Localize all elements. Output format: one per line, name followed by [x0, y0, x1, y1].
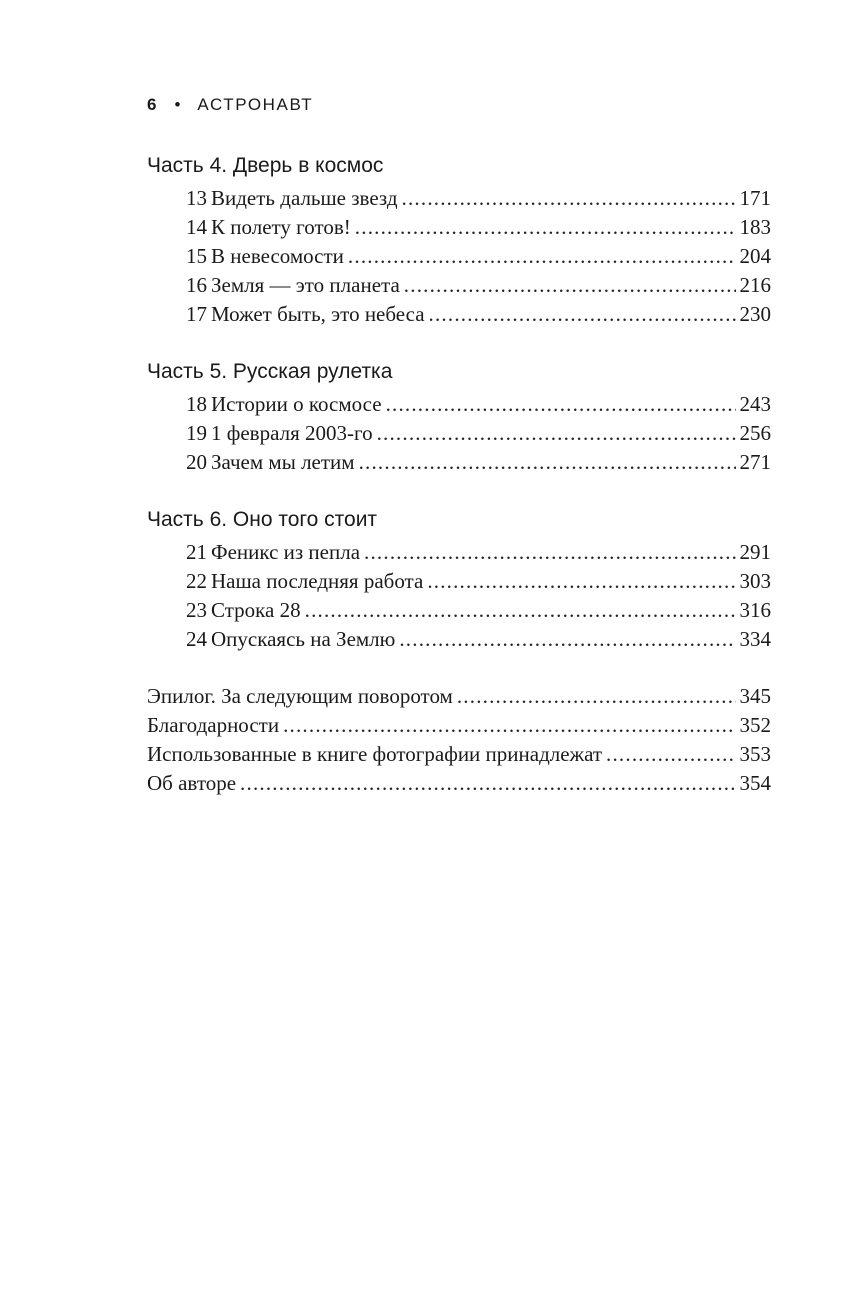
chapter-page: 291: [739, 540, 771, 564]
dot-leader: [240, 769, 735, 798]
chapter-page: 230: [739, 302, 771, 326]
chapter-title: В невесомости: [211, 244, 344, 268]
chapter-number: 19: [186, 421, 207, 445]
chapter-title: Строка 28: [211, 598, 301, 622]
chapter-page: 316: [739, 598, 771, 622]
toc-entry[interactable]: [147, 625, 771, 654]
chapter-number: 15: [186, 244, 207, 268]
chapter-title: Земля — это планета: [211, 273, 400, 297]
chapter-page: 243: [739, 392, 771, 416]
toc-entry[interactable]: [147, 390, 771, 419]
chapter-number: 17: [186, 302, 207, 326]
dot-leader: [355, 213, 736, 242]
dot-leader: [427, 567, 735, 596]
running-head: [147, 93, 313, 117]
toc-entry[interactable]: [147, 711, 771, 740]
dot-leader: [399, 625, 735, 654]
toc-entry[interactable]: [147, 596, 771, 625]
toc-entry[interactable]: [147, 242, 771, 271]
bullet-separator: •: [174, 95, 181, 114]
toc-part-5: [147, 357, 771, 477]
dot-leader: [404, 271, 736, 300]
toc-entry[interactable]: [147, 213, 771, 242]
page-number: 6: [147, 95, 157, 114]
dot-leader: [348, 242, 736, 271]
chapter-page: 204: [739, 244, 771, 268]
toc-entry[interactable]: [147, 682, 771, 711]
dot-leader: [305, 596, 736, 625]
entry-title: Об авторе: [147, 771, 237, 795]
dot-leader: [606, 740, 735, 769]
toc-entry[interactable]: [147, 419, 771, 448]
part-title: Часть 5. Русская рулетка: [147, 360, 393, 383]
entry-page: 352: [739, 713, 771, 737]
part-title: Часть 6. Оно того стоит: [147, 508, 378, 531]
dot-leader: [283, 711, 735, 740]
chapter-title: Опускаясь на Землю: [211, 627, 396, 651]
part-title: Часть 4. Дверь в космос: [147, 154, 384, 177]
toc-entry[interactable]: [147, 769, 771, 798]
chapter-title: Истории о космосе: [211, 392, 382, 416]
table-of-contents: [147, 151, 771, 798]
chapter-number: 24: [186, 627, 207, 651]
toc-entry[interactable]: [147, 740, 771, 769]
chapter-page: 216: [739, 273, 771, 297]
chapter-title: 1 февраля 2003-го: [211, 421, 373, 445]
chapter-number: 13: [186, 186, 207, 210]
toc-entry[interactable]: [147, 538, 771, 567]
entry-title: Благодарности: [147, 713, 280, 737]
dot-leader: [364, 538, 735, 567]
chapter-title: Феникс из пепла: [211, 540, 361, 564]
chapter-title: Зачем мы летим: [211, 450, 355, 474]
chapter-number: 16: [186, 273, 207, 297]
dot-leader: [377, 419, 736, 448]
chapter-number: 14: [186, 215, 207, 239]
entry-title: Использованные в книге фотографии принадлежат: [147, 742, 603, 766]
chapter-number: 21: [186, 540, 207, 564]
chapter-number: 22: [186, 569, 207, 593]
chapter-number: 18: [186, 392, 207, 416]
chapter-title: К полету готов!: [211, 215, 351, 239]
dot-leader: [457, 682, 736, 711]
entry-page: 353: [739, 742, 771, 766]
book-title: АСТРОНАВТ: [197, 95, 314, 114]
chapter-number: 20: [186, 450, 207, 474]
chapter-number: 23: [186, 598, 207, 622]
toc-entry[interactable]: [147, 300, 771, 329]
toc-part-4: [147, 151, 771, 329]
back-matter: [147, 682, 771, 798]
chapter-page: 271: [739, 450, 771, 474]
chapter-page: 303: [739, 569, 771, 593]
entry-page: 354: [739, 771, 771, 795]
chapter-title: Видеть дальше звезд: [211, 186, 398, 210]
chapter-title: Может быть, это небеса: [211, 302, 425, 326]
dot-leader: [386, 390, 736, 419]
entry-page: 345: [739, 684, 771, 708]
dot-leader: [359, 448, 736, 477]
toc-entry[interactable]: [147, 271, 771, 300]
chapter-title: Наша последняя работа: [211, 569, 424, 593]
toc-part-6: [147, 505, 771, 654]
chapter-page: 256: [739, 421, 771, 445]
chapter-page: 334: [739, 627, 771, 651]
entry-title: Эпилог. За следующим поворотом: [147, 684, 453, 708]
toc-entry[interactable]: [147, 567, 771, 596]
dot-leader: [402, 184, 736, 213]
toc-entry[interactable]: [147, 448, 771, 477]
chapter-page: 171: [739, 186, 771, 210]
toc-entry[interactable]: [147, 184, 771, 213]
chapter-page: 183: [739, 215, 771, 239]
dot-leader: [429, 300, 736, 329]
